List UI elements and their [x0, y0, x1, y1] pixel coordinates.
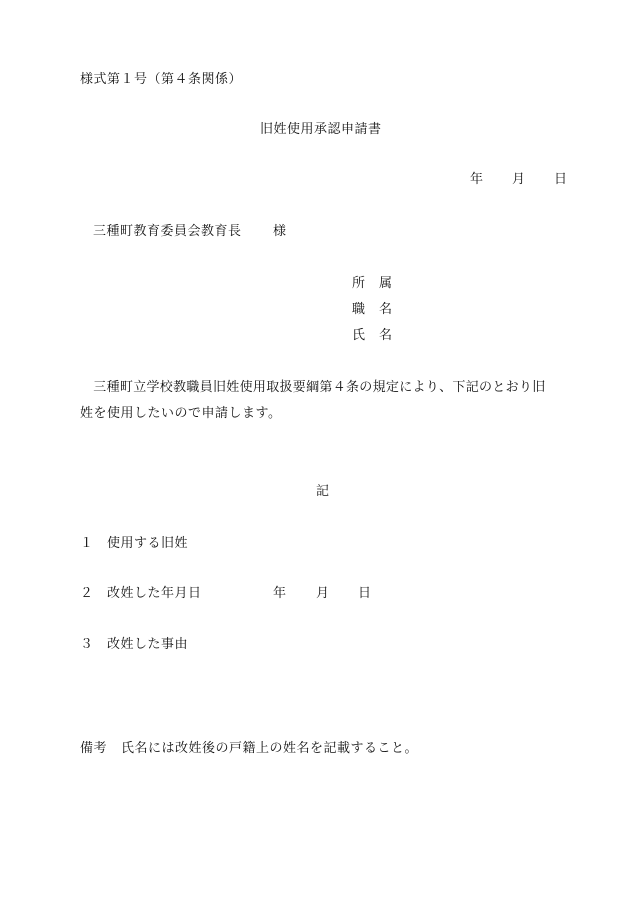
note-label: 備考 — [80, 741, 108, 756]
item-2-label: 改姓した年月日 — [107, 586, 202, 601]
addressee-name: 三種町教育委員会教育長 — [93, 224, 242, 239]
form-number-label: 様式第１号（第４条関係） — [80, 72, 243, 87]
item-3-label: 改姓した事由 — [107, 637, 189, 652]
applicant-position-label: 職 名 — [352, 302, 393, 317]
date-month-label: 月 — [512, 172, 526, 187]
ki-heading: 記 — [316, 484, 330, 499]
item-1-number: １ — [80, 536, 94, 551]
item-2-month-label: 月 — [316, 586, 330, 601]
addressee-honorific: 様 — [273, 224, 287, 239]
document-title: 旧姓使用承認申請書 — [260, 122, 382, 137]
applicant-affiliation-label: 所 属 — [352, 276, 393, 291]
item-2-year-label: 年 — [273, 586, 287, 601]
item-2-day-label: 日 — [358, 586, 372, 601]
item-3-number: ３ — [80, 637, 94, 652]
item-2-number: ２ — [80, 586, 94, 601]
item-1-label: 使用する旧姓 — [107, 536, 189, 551]
body-text-line-2: 姓を使用したいので申請します。 — [80, 406, 282, 421]
date-year-label: 年 — [470, 172, 484, 187]
applicant-name-label: 氏 名 — [352, 328, 393, 343]
note-text: 氏名には改姓後の戸籍上の姓名を記載すること。 — [121, 741, 419, 756]
date-day-label: 日 — [554, 172, 568, 187]
body-text-line-1: 三種町立学校教職員旧姓使用取扱要綱第４条の規定により、下記のとおり旧 — [80, 380, 546, 395]
